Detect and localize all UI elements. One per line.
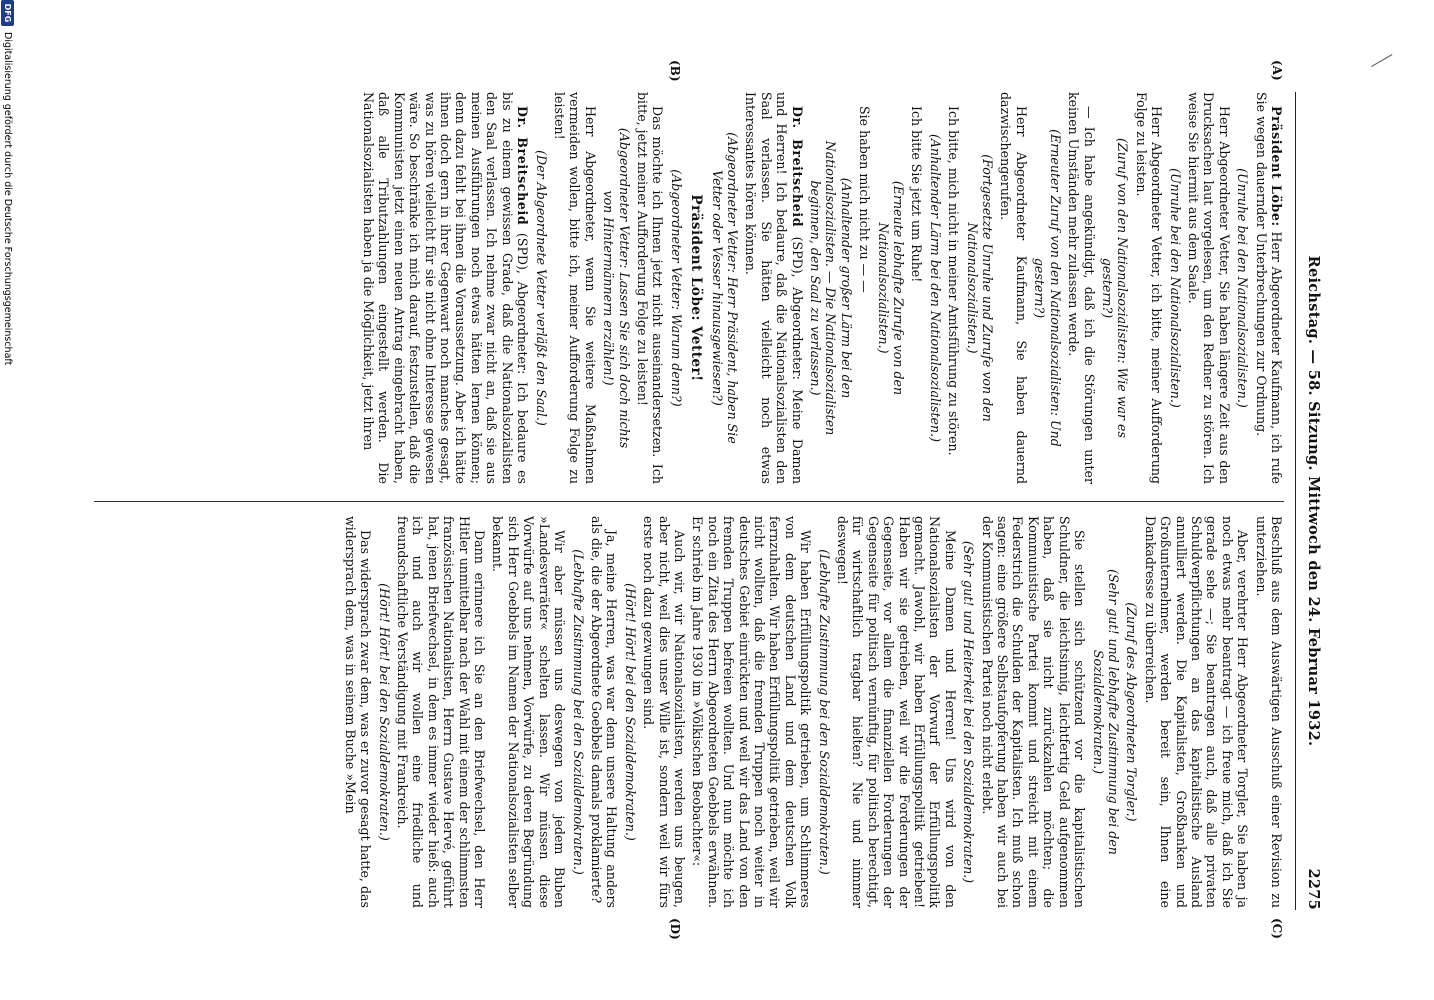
paragraph-text: (Anhaltender Lärm bei den Nationalsozialisten.) <box>927 133 943 443</box>
column-divider <box>94 501 1284 502</box>
paragraph-text: (Lebhafte Zustimmung bei den Sozialdemokraten.) <box>816 549 832 875</box>
paragraph <box>1133 92 1164 484</box>
paragraph-text: (Unruhe bei den Nationalsozialisten.) <box>1235 168 1251 408</box>
stage-direction <box>533 92 548 484</box>
right-column <box>94 516 1284 908</box>
paragraph <box>589 516 620 908</box>
paragraph-text: Herr Abgeordneter Vetter, Sie haben längere Zeit aus den Drucksachen laut vorgelesen, um den Redner zu stören. Ich weise Sie hiermit aus dem Saale. <box>1185 92 1232 484</box>
margin-marker-b: (B) <box>668 60 682 82</box>
paragraph-text: Wir aber müssen uns deswegen von jedem Buben »Landesverräter« schelten lassen. Wir müssen diese Vorwürfe auf uns nehmen, Vorwürfe, zu deren Begründung sich Herr Goebbels im Namen der Nationalsozialisten selber bekannt. <box>490 516 568 908</box>
paragraph-text: Sie haben mich nicht zu — — <box>857 106 873 293</box>
paragraph-text: (Zuruf des Abgeordneten Torgler.) <box>1124 602 1140 822</box>
paragraph <box>909 92 924 484</box>
paragraph-text: (Sehr gut! und Heiterkeit bei den Sozialdemokraten.) <box>961 540 977 884</box>
paragraph-text: Meine Damen und Herren! Uns wird von den Nationalsozialisten der Vorwurf der Erfüllungspolitik gemacht. Jawohl, wir haben Erfüllungspolitik getrieben! Haben wir sie getrieben, weil wir die Forderungen der Gegenseite, vor allem die finanziellen Forderungen der Gegenseite für politisch vernünftig, für politisch berechtigt, für wirtschaftlich tragbar hielten? Nie und nimmer deswegen! <box>835 516 958 908</box>
paragraph <box>690 516 813 908</box>
stage-direction <box>601 92 632 484</box>
header-rule <box>1295 92 1296 910</box>
stage-direction <box>668 92 683 484</box>
paragraph <box>1186 92 1232 484</box>
paragraph-text: (Hört! Hört! bei den Sozialdemokraten.) <box>376 583 392 841</box>
stage-direction <box>1167 92 1182 484</box>
page-number: 2275 <box>1305 868 1322 910</box>
paragraph <box>835 516 958 908</box>
stage-direction <box>808 92 854 484</box>
page-footer <box>0 0 16 1000</box>
paragraph-text: Auch wir, wir Nationalsozialisten, werden uns beugen, aber nicht, weil dies unser Wille ist, sondern weil wir fürs erste noch dazu gezwungen sind. <box>641 516 687 908</box>
paragraph <box>395 516 487 908</box>
paragraph-text: Ich bitte Sie jetzt um Ruhe! <box>909 106 925 283</box>
stage-direction <box>1235 92 1250 484</box>
speaker-heading <box>688 92 703 484</box>
stage-direction <box>875 92 906 484</box>
paragraph-text: (SPD), Abgeordneter: Meine Damen und Herren! Ich bedaure, daß die Nationalsozialisten den Saal verlassen. Sie hätten vielleicht noch etwas Interessantes hören können. <box>743 92 805 484</box>
stage-direction <box>1032 92 1063 484</box>
paragraph-text: (Anhaltender großer Lärm bei den Nationalsozialisten. — Die Nationalsozialisten beginnen, den Saal zu verlassen.) <box>808 140 854 436</box>
stage-direction <box>816 516 831 908</box>
paragraph-text: (Abgeordneter Vetter: Herr Präsident, haben Sie Vetter oder Vesser hinausgewiesen?) <box>709 132 740 444</box>
paragraph-text: Das möchte ich Ihnen jetzt nicht auseinandersetzen. Ich bitte, jetzt meiner Aufforderung Folge zu leisten! <box>634 92 666 484</box>
paragraph-text: (Unruhe bei den Nationalsozialisten.) <box>1167 168 1183 408</box>
paragraph <box>641 516 687 908</box>
page-header <box>1298 92 1322 910</box>
paragraph-text: (Abgeordneter Vetter: Lassen Sie sich doch nichts von Hintermännern erzählen!) <box>601 127 632 449</box>
paragraph <box>1253 516 1284 908</box>
paragraph-text: (Zuruf von den Nationalsozialisten: Wie war es gestern?) <box>1099 138 1131 438</box>
speaker-name: Dr. Breitscheid <box>789 106 805 228</box>
paragraph <box>857 92 872 484</box>
stage-direction <box>622 516 637 908</box>
left-column <box>94 92 1284 484</box>
stage-direction <box>961 516 976 908</box>
paragraph-text: Präsident Löbe: Vetter! <box>688 194 705 382</box>
stage-direction <box>709 92 740 484</box>
paragraph <box>1142 516 1250 908</box>
paragraph-text: (Erneute lebhafte Zurufe von den Nationalsozialisten.) <box>875 180 907 396</box>
paragraph-text: (Erneuter Zuruf von den Nationalsozialisten: Und gestern?) <box>1032 129 1063 447</box>
paragraph-text: (Lebhafte Zustimmung bei den Sozialdemokraten.) <box>570 549 586 875</box>
stage-direction <box>927 92 942 484</box>
stage-direction <box>376 516 391 908</box>
paragraph-text: Dann erinnere ich Sie an den Briefwechsel, den Herr Hitler unmittelbar nach der Wahl mit einem der schlimmsten französischen Nationalisten, Herrn Gustave Hervé, geführt hat, jenen Briefwechsel, in dem es immer wieder hieß: auch ich und auch wir wollen eine friedliche und freundschaftliche Verständigung mit Frankreich. <box>395 516 488 908</box>
paragraph-text: Das widersprach zwar dem, was er zuvor gesagt hatte, das widersprach dem, was in seinem Buche »Mein <box>342 516 374 908</box>
margin-marker-a: (A) <box>1270 60 1284 81</box>
paragraph-text: Sie stellen sich schützend vor die kapitalistischen Schuldner, die leichtsinnig, leichtfertig Geld aufgenommen haben, daß sie nicht zurückzahlen möchten; die Kommunistische Partei kommt und streicht mit einem Federstrich die Schulden der Kapitalisten. Ich muß schon sagen: eine größere Selbstaufopferung haben wir auch bei der Kommunistischen Partei noch nicht erlebt. <box>979 516 1088 908</box>
paragraph-text: Ich bitte, mich nicht in meiner Amtsführung zu stören. <box>946 106 962 456</box>
paragraph <box>635 92 666 484</box>
paragraph-text: Beschluß aus dem Auswärtigen Ausschuß einer Revision zu unterziehen. <box>1253 516 1284 908</box>
paragraph-text: Herr Abgeordneter Kaufmann, ich rufe Sie wegen dauernder Unterbrechungen zur Ordnung. <box>1253 92 1284 484</box>
paragraph-text: (SPD), Abgeordneter: Ich bedaure es bis zu einem gewissen Grade, daß die Nationalsozialisten den Saal verlassen. Ich nehme zwar nicht an, daß sie aus meinen Ausführungen noch etwas hätten lernen können; denn dazu fehlt bei ihnen die Voraussetzung. Aber ich hätte ihnen doch gern in ihrer Gegenwart noch manches gesagt, was zu hören vielleicht für sie nicht ohne Interesse gewesen wäre. So beschränke ich mich darauf, festzustellen, daß die Kommunisten jetzt einen neuen Antrag eingebracht haben, daß alle Tributzahlungen eingestellt werden. Die Nationalsozialisten haben ja die Möglichkeit, jetzt ihren <box>361 92 531 484</box>
margin-marker-c: (C) <box>1270 918 1284 939</box>
scan-mark <box>1371 54 1393 68</box>
paragraph-text: (Fortgesetzte Unruhe und Zurufe von den Nationalsozialisten.) <box>964 154 996 422</box>
paragraph-text: (Abgeordneter Vetter: Warum denn?) <box>668 169 684 407</box>
paragraph <box>1066 92 1097 484</box>
speaker-name: Dr. Breitscheid <box>515 106 531 226</box>
stage-direction <box>1100 92 1131 484</box>
stage-direction <box>1090 516 1121 908</box>
stage-direction <box>570 516 585 908</box>
paragraph <box>979 516 1087 908</box>
dfg-logo: DFG <box>2 0 15 26</box>
paragraph <box>552 92 598 484</box>
header-title: Reichstag. — 58. Sitzung. Mittwoch den 24. Februar 1932. <box>1305 255 1322 747</box>
paragraph <box>490 516 567 908</box>
paragraph-text: Herr Abgeordneter, wenn Sie weitere Maßnahmen vermeiden wollen, bitte ich, meiner Aufforderung Folge zu leisten! <box>551 92 598 484</box>
document-page <box>86 60 1322 940</box>
stage-direction <box>964 92 995 484</box>
paragraph-text: (Sehr gut! und lebhafte Zustimmung bei den Sozialdemokraten.) <box>1090 569 1121 855</box>
paragraph-text: Aber, verehrter Herr Abgeordneter Torgler, Sie haben ja noch etwas mehr beantragt — ich freue mich, daß ich Sie gerade sehe —; Sie beantragen auch, daß alle privaten Schuldverpflichtungen an das kapitalistische Ausland annulliert werden. Die Kapitalisten, Großbanken und Großunternehmer, werden bereit sein, Ihnen eine Dankadresse zu überreichen. <box>1142 516 1251 908</box>
paragraph <box>743 92 805 484</box>
paragraph <box>342 516 373 908</box>
footer-text: Digitalisierung gefördert durch die Deutsche Forschungsgemeinschaft <box>2 32 14 366</box>
margin-marker-d: (D) <box>668 918 682 940</box>
paragraph-text: Wir haben Erfüllungspolitik getrieben, um Schlimmeres von dem deutschen Land und dem deutschen Volk fernzuhalten. Wir haben Erfüllungspolitik getrieben, weil wir nicht wollten, daß die fremden Truppen noch weiter in deutsches Gebiet einrückten und weil wir das Land von den fremden Truppen befreien wollten. Und nun möchte ich noch ein Zitat des Herrn Abgeordneten Goebbels erwähnen. Er schrieb im Jahre 1930 im »Völkischen Beobachter«: <box>690 516 814 908</box>
speaker-name: Präsident Löbe: <box>1269 106 1284 227</box>
paragraph-text: (Hört! Hört! bei den Sozialdemokraten.) <box>622 583 638 841</box>
paragraph-text: Herr Abgeordneter Kaufmann, Sie haben dauernd dazwischengerufen. <box>998 92 1029 484</box>
paragraph-text: — Ich habe angekündigt, daß ich die Störungen unter keinen Umständen mehr zulassen werde. <box>1066 92 1097 484</box>
paragraph <box>946 92 961 484</box>
paragraph <box>1253 92 1284 484</box>
paragraph <box>998 92 1029 484</box>
paragraph <box>361 92 530 484</box>
paragraph-text: (Der Abgeordnete Vetter verläßt den Saal.) <box>533 150 549 426</box>
paragraph-text: Ja, meine Herren, was war denn unsere Haltung anders als die, die der Abgeordnete Goebbels damals proklamierte? <box>588 516 620 908</box>
paragraph-text: Herr Abgeordneter Vetter, ich bitte, meiner Aufforderung Folge zu leisten. <box>1133 92 1165 484</box>
stage-direction <box>1124 516 1139 908</box>
